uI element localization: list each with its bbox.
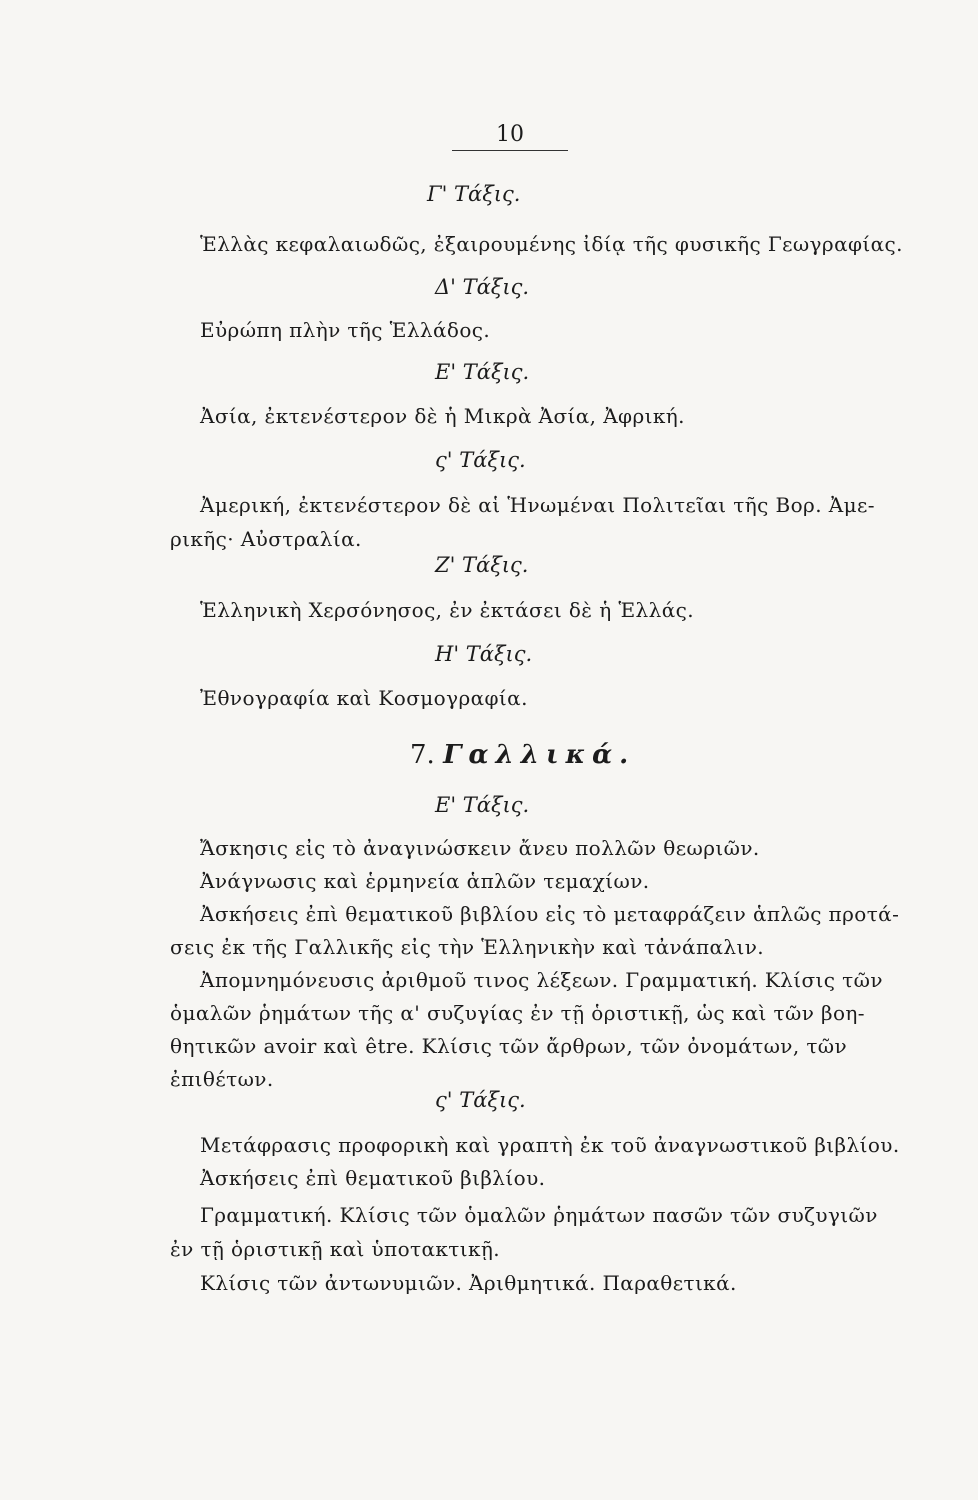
text-line: ἐπιθέτων. — [170, 1067, 274, 1091]
text-line: Ἀνάγνωσις καὶ ἑρμηνεία ἁπλῶν τεμαχίων. — [200, 869, 650, 893]
text-line: Ἀσία, ἐκτενέστερον δὲ ἡ Μικρὰ Ἀσία, Ἀφρική. — [200, 404, 685, 428]
heading-class-3: Γ' Τάξις. — [427, 182, 521, 206]
text-line: Ἐθνογραφία καὶ Κοσμογραφία. — [200, 686, 528, 710]
text-line: Ἑλληνικὴ Χερσόνησος, ἐν ἐκτάσει δὲ ἡ Ἑλλάς. — [200, 598, 694, 622]
heading-class-5: Ε' Τάξις. — [435, 793, 530, 817]
section-title — [410, 740, 635, 770]
section-number: 7. — [410, 740, 435, 770]
text-line: Ἄσκησις εἰς τὸ ἀναγινώσκειν ἄνευ πολλῶν θεωριῶν. — [200, 836, 760, 860]
text-line: ὁμαλῶν ῥημάτων τῆς α' συζυγίας ἐν τῇ ὁριστικῇ, ὡς καὶ τῶν βοη- — [170, 1001, 865, 1025]
text-line: σεις ἐκ τῆς Γαλλικῆς εἰς τὴν Ἑλληνικὴν καὶ τἀνάπαλιν. — [170, 935, 765, 959]
text-line: Μετάφρασις προφορικὴ καὶ γραπτὴ ἐκ τοῦ ἀναγνωστικοῦ βιβλίου. — [200, 1133, 900, 1157]
text-line: Εὐρώπη πλὴν τῆς Ἑλλάδος. — [200, 318, 491, 342]
text-line: ρικῆς· Αὐστραλία. — [170, 527, 362, 551]
text-line: Ἑλλὰς κεφαλαιωδῶς, ἐξαιρουμένης ἰδίᾳ τῆς φυσικῆς Γεωγραφίας. — [200, 232, 903, 256]
text-line: ἐν τῇ ὁριστικῇ καὶ ὑποτακτικῇ. — [170, 1237, 501, 1261]
page-number-rule — [452, 150, 568, 151]
heading-class-4: Δ' Τάξις. — [435, 275, 530, 299]
text-line: θητικῶν avoir καὶ être. Κλίσις τῶν ἄρθρων, τῶν ὀνομάτων, τῶν — [170, 1034, 848, 1058]
page-number: 10 — [496, 122, 524, 147]
text-line: Γραμματική. Κλίσις τῶν ὁμαλῶν ῥημάτων πασῶν τῶν συζυγιῶν — [200, 1203, 878, 1227]
heading-class-6: ς' Τάξις. — [435, 448, 526, 472]
heading-class-6: ς' Τάξις. — [435, 1088, 526, 1112]
text-line: Ἀσκήσεις ἐπὶ θεματικοῦ βιβλίου εἰς τὸ μεταφράζειν ἁπλῶς προτά- — [200, 902, 900, 926]
heading-class-8: Η' Τάξις. — [435, 642, 533, 666]
section-name: Γαλλικά. — [443, 740, 636, 770]
heading-class-7: Ζ' Τάξις. — [435, 553, 529, 577]
text-line: Ἀσκήσεις ἐπὶ θεματικοῦ βιβλίου. — [200, 1166, 546, 1190]
text-line: Ἀπομνημόνευσις ἀριθμοῦ τινος λέξεων. Γραμματική. Κλίσις τῶν — [200, 968, 883, 992]
text-line: Κλίσις τῶν ἀντωνυμιῶν. Ἀριθμητικά. Παραθετικά. — [200, 1271, 737, 1295]
text-line: Ἀμερική, ἐκτενέστερον δὲ αἱ Ἡνωμέναι Πολιτεῖαι τῆς Βορ. Ἀμε- — [200, 493, 875, 517]
heading-class-5: Ε' Τάξις. — [435, 360, 530, 384]
